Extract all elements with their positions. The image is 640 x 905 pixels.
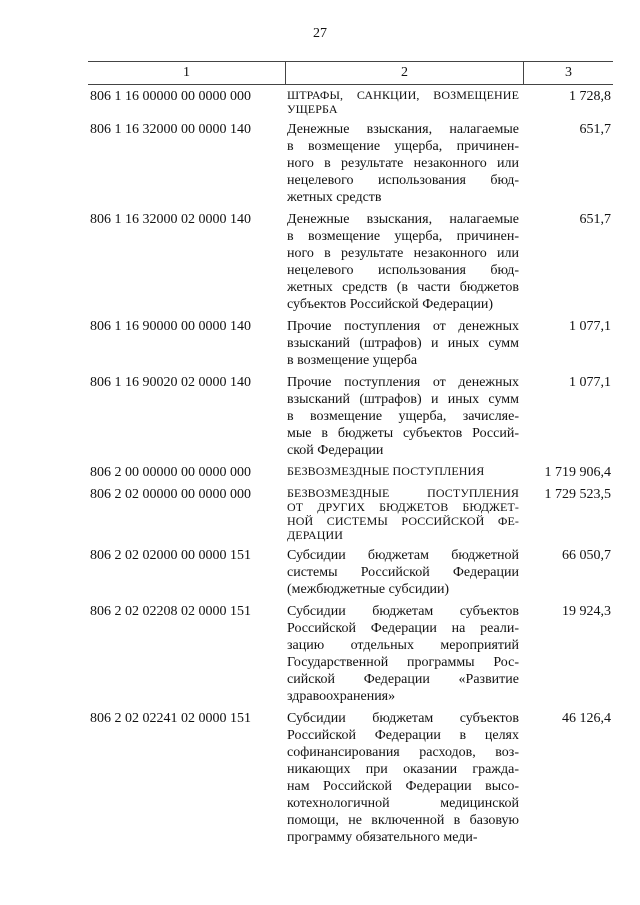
amount: 651,7 bbox=[579, 122, 611, 137]
amount: 1 729 523,5 bbox=[544, 487, 611, 502]
description-line: жетных средств (в части бюджетов bbox=[287, 280, 519, 295]
description-line: ской Федерации bbox=[287, 443, 384, 458]
item-description bbox=[287, 603, 519, 705]
description-line: ного в результате незаконного или bbox=[287, 246, 519, 261]
budget-code: 806 2 02 02208 02 0000 151 bbox=[90, 604, 251, 619]
item-description bbox=[287, 374, 519, 459]
table-row bbox=[88, 88, 613, 116]
table-row bbox=[88, 318, 613, 369]
description-line: субъектов Российской Федерации) bbox=[287, 297, 494, 312]
amount: 66 050,7 bbox=[562, 548, 611, 563]
description-line: взысканий (штрафов) и иных сумм bbox=[287, 392, 519, 407]
budget-table bbox=[88, 61, 613, 846]
amount: 1 728,8 bbox=[569, 89, 611, 104]
amount: 1 719 906,4 bbox=[544, 465, 611, 480]
description-line: жетных средств bbox=[287, 190, 382, 205]
description-line: нецелевого использования бюд- bbox=[287, 173, 519, 188]
description-line: сийской Федерации «Развитие bbox=[287, 672, 519, 687]
header-col-3: 3 bbox=[565, 65, 572, 80]
description-line: взысканий (штрафов) и иных сумм bbox=[287, 336, 519, 351]
item-description bbox=[287, 88, 519, 116]
budget-code: 806 1 16 90020 02 0000 140 bbox=[90, 375, 251, 390]
budget-code: 806 1 16 32000 02 0000 140 bbox=[90, 212, 251, 227]
description-line: ОТ ДРУГИХ БЮДЖЕТОВ БЮДЖЕТ- bbox=[287, 500, 519, 514]
description-line: ного в результате незаконного или bbox=[287, 156, 519, 171]
description-line: БЕЗВОЗМЕЗДНЫЕ ПОСТУПЛЕНИЯ bbox=[287, 486, 519, 500]
description-line: зацию отдельных мероприятий bbox=[287, 638, 519, 653]
budget-code: 806 1 16 00000 00 0000 000 bbox=[90, 89, 251, 104]
amount: 1 077,1 bbox=[569, 319, 611, 334]
description-line: в возмещение ущерба bbox=[287, 353, 418, 368]
description-line: ДЕРАЦИИ bbox=[287, 528, 344, 542]
item-description bbox=[287, 318, 519, 369]
item-description bbox=[287, 547, 519, 598]
description-line: Российской Федерации на реали- bbox=[287, 621, 519, 636]
description-line: в возмещение ущерба, причинен- bbox=[287, 139, 519, 154]
description-line: софинансирования расходов, воз- bbox=[287, 745, 519, 760]
table-row bbox=[88, 121, 613, 206]
table-row bbox=[88, 547, 613, 598]
description-line: ШТРАФЫ, САНКЦИИ, ВОЗМЕЩЕНИЕ bbox=[287, 88, 519, 102]
budget-code: 806 2 00 00000 00 0000 000 bbox=[90, 465, 251, 480]
budget-code: 806 2 02 00000 00 0000 000 bbox=[90, 487, 251, 502]
header-col-2: 2 bbox=[285, 62, 524, 84]
budget-code: 806 2 02 02241 02 0000 151 bbox=[90, 711, 251, 726]
item-description bbox=[287, 486, 519, 542]
description-line: Российской Федерации в целях bbox=[287, 728, 519, 743]
description-line: системы Российской Федерации bbox=[287, 565, 519, 580]
table-row bbox=[88, 603, 613, 705]
description-line: здравоохранения» bbox=[287, 689, 396, 704]
description-line: Государственной программы Рос- bbox=[287, 655, 519, 670]
description-line: УЩЕРБА bbox=[287, 102, 338, 116]
item-description bbox=[287, 464, 519, 481]
table-body bbox=[88, 88, 613, 846]
budget-code: 806 2 02 02000 00 0000 151 bbox=[90, 548, 251, 563]
description-line: Денежные взыскания, налагаемые bbox=[287, 212, 519, 227]
description-line: помощи, не включенной в базовую bbox=[287, 813, 519, 828]
header-col-1: 1 bbox=[183, 65, 190, 80]
description-line: Денежные взыскания, налагаемые bbox=[287, 122, 519, 137]
budget-code: 806 1 16 32000 00 0000 140 bbox=[90, 122, 251, 137]
description-line: программу обязательного меди- bbox=[287, 830, 478, 845]
amount: 651,7 bbox=[579, 212, 611, 227]
table-row bbox=[88, 464, 613, 481]
description-line: Прочие поступления от денежных bbox=[287, 375, 519, 390]
description-line: БЕЗВОЗМЕЗДНЫЕ ПОСТУПЛЕНИЯ bbox=[287, 464, 485, 478]
description-line: нецелевого использования бюд- bbox=[287, 263, 519, 278]
amount: 46 126,4 bbox=[562, 711, 611, 726]
description-line: в возмещение ущерба, зачисляе- bbox=[287, 409, 519, 424]
amount: 1 077,1 bbox=[569, 375, 611, 390]
item-description bbox=[287, 211, 519, 313]
table-row bbox=[88, 374, 613, 459]
description-line: мые в бюджеты субъектов Россий- bbox=[287, 426, 519, 441]
description-line: НОЙ СИСТЕМЫ РОССИЙСКОЙ ФЕ- bbox=[287, 514, 519, 528]
table-row bbox=[88, 211, 613, 313]
table-row bbox=[88, 486, 613, 542]
page-number: 27 bbox=[313, 26, 327, 41]
description-line: Субсидии бюджетам субъектов bbox=[287, 711, 519, 726]
item-description bbox=[287, 121, 519, 206]
description-line: Субсидии бюджетам субъектов bbox=[287, 604, 519, 619]
description-line: Прочие поступления от денежных bbox=[287, 319, 519, 334]
description-line: котехнологичной медицинской bbox=[287, 796, 519, 811]
description-line: в возмещение ущерба, причинен- bbox=[287, 229, 519, 244]
table-header bbox=[88, 61, 613, 85]
description-line: (межбюджетные субсидии) bbox=[287, 582, 450, 597]
description-line: нам Российской Федерации высо- bbox=[287, 779, 519, 794]
table-row bbox=[88, 710, 613, 846]
budget-code: 806 1 16 90000 00 0000 140 bbox=[90, 319, 251, 334]
description-line: Субсидии бюджетам бюджетной bbox=[287, 548, 519, 563]
description-line: никающих при оказании гражда- bbox=[287, 762, 519, 777]
amount: 19 924,3 bbox=[562, 604, 611, 619]
item-description bbox=[287, 710, 519, 846]
